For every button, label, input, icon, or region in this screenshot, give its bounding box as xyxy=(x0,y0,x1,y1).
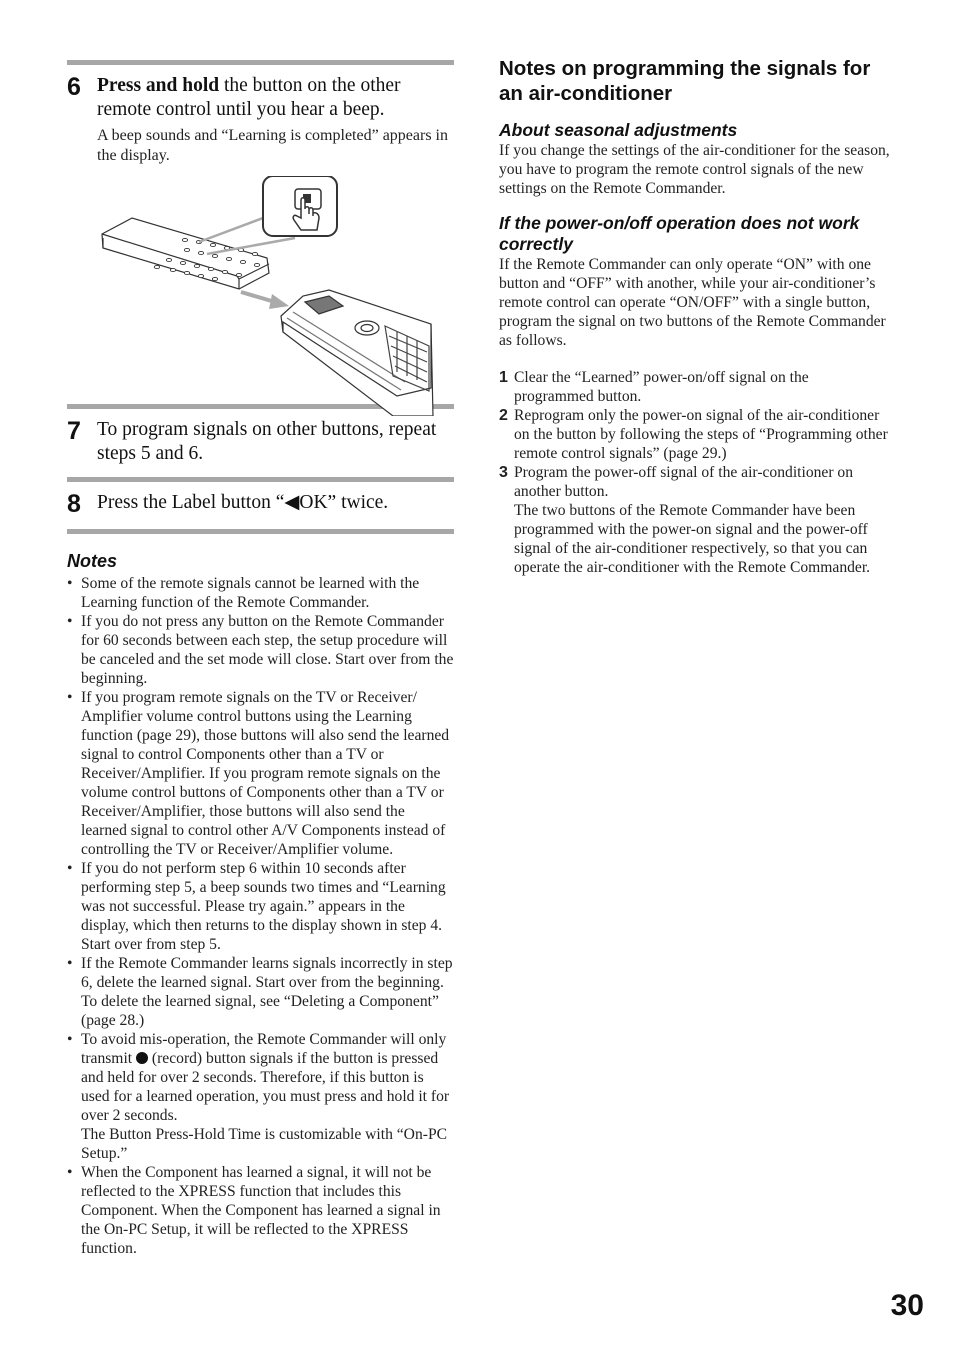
note-text: If you program remote signals on the TV or Receiver/ Amplifier volume control buttons using the Learning function (page 29), those buttons will also send the learned signal to control Components other than a TV or Receiver/Amplifier. If you program remote signals on the volume control buttons of Components other than a TV or Receiver/Amplifier, those buttons will also send the learned signal to control other A/V Components instead of controlling the TV or Receiver/Amplifier volume. xyxy=(81,688,450,858)
list-item: • To avoid mis-operation, the Remote Commander will only transmit (record) button signals if the button is pressed and held for over 2 seconds. Therefore, if this button is used for a learned operation, you must press and hold it for over 2 seconds. The Button Press-Hold Time is customizable with “On-PC Setup.” xyxy=(67,1030,450,1162)
section-divider xyxy=(67,477,454,482)
note-text: To avoid mis-operation, the Remote Commander will only transmit xyxy=(81,1030,447,1067)
step-instruction xyxy=(97,74,454,121)
step-number: 8 xyxy=(67,490,81,518)
list-item: • When the Component has learned a signal, it will not be reflected to the XPRESS function that includes this Component. When the Component has learned a signal in the On-PC Setup, it will be reflected to the XPRESS function. xyxy=(67,1163,441,1257)
section-heading: Notes on programming the signals for an air-conditioner xyxy=(499,57,871,105)
step-text: The two buttons of the Remote Commander have been programmed with the power-on signal and the power-off signal of the air-conditioner respectively, so that you can operate the air-conditioner with the Remote Commander. xyxy=(514,502,871,576)
note-text: The Button Press-Hold Time is customizable with “On-PC Setup.” xyxy=(81,1125,448,1162)
section-divider xyxy=(67,529,454,534)
step-number: 6 xyxy=(67,73,81,101)
step-instruction-rest: the button on the other remote control until you hear a beep. xyxy=(97,75,401,120)
step-number: 2 xyxy=(499,407,508,424)
hand-icon xyxy=(263,176,337,236)
notes-list xyxy=(67,574,454,1258)
paragraph: If you change the settings of the air-conditioner for the season, you have to program the remote control signals of the new settings on the Remote Commander. xyxy=(499,142,890,197)
step-emphasis: Press and hold xyxy=(97,75,220,96)
step-number: 3 xyxy=(499,464,508,481)
remote-commander-icon xyxy=(281,290,433,416)
note-text: (record) button signals if the button is pressed and held for over 2 seconds. Therefore, if this button is used for a learned operation, you must press and hold it for over 2 seconds. xyxy=(81,1049,450,1124)
subsection-heading: If the power-on/off operation does not work correctly xyxy=(499,213,860,254)
step-number: 7 xyxy=(67,417,81,445)
note-text: If you do not press any button on the Remote Commander for 60 seconds between each step, the setup procedure will be canceled and the set mode will close. Start over from the beginning. xyxy=(81,612,454,687)
notes-heading: Notes xyxy=(67,550,118,571)
page-number: 30 xyxy=(890,1289,924,1322)
right-column xyxy=(499,56,891,577)
list-item xyxy=(499,368,891,406)
list-item: • If the Remote Commander learns signals incorrectly in step 6, delete the learned signal. Start over from the beginning. To delete the learned signal, see “Deleting a Component” (page 28.) xyxy=(67,954,453,1029)
step-text: Reprogram only the power-on signal of the air-conditioner on the button by following the steps of “Programming other remote control signals” (page 29.) xyxy=(514,407,888,462)
step-result: A beep sounds and “Learning is completed” appears in the display. xyxy=(97,127,448,164)
step-8 xyxy=(67,490,454,518)
note-text: If the Remote Commander learns signals incorrectly in step 6, delete the learned signal. Start over from the beginning. To delete the learned signal, see “Deleting a Component” (page 28.) xyxy=(81,954,453,1029)
numbered-steps xyxy=(499,368,891,577)
step-text: Clear the “Learned” power-on/off signal on the programmed button. xyxy=(514,369,809,405)
step-text: Program the power-off signal of the air-conditioner on another button. xyxy=(514,464,854,500)
step-7 xyxy=(67,418,454,465)
record-icon xyxy=(136,1052,148,1064)
note-text: Some of the remote signals cannot be learned with the Learning function of the Remote Commander. xyxy=(81,574,420,611)
step-instruction: To program signals on other buttons, repeat steps 5 and 6. xyxy=(97,419,437,464)
list-item: • If you do not press any button on the Remote Commander for 60 seconds between each step, the setup procedure will be canceled and the set mode will close. Start over from the beginning. xyxy=(67,612,454,687)
other-remote-icon xyxy=(102,218,269,289)
left-column xyxy=(67,60,454,1258)
note-text: If you do not perform step 6 within 10 seconds after performing step 5, a beep sounds two times and “Learning was not successful. Please try again.” appears in the display, which then returns to the display shown in step 4. Start over from step 5. xyxy=(81,859,446,953)
section-divider xyxy=(67,60,454,65)
subsection-heading: About seasonal adjustments xyxy=(499,120,738,140)
note-text: When the Component has learned a signal, it will not be reflected to the XPRESS function that includes this Component. When the Component has learned a signal in the On-PC Setup, it will be reflected to the XPRESS function. xyxy=(81,1163,441,1257)
step-instruction: Press the Label button “◀OK” twice. xyxy=(97,492,389,513)
list-item: • If you program remote signals on the TV or Receiver/ Amplifier volume control buttons using the Learning function (page 29), those buttons will also send the learned signal to control Components other than a TV or Receiver/Amplifier. If you program remote signals on the volume control buttons of Components other than a TV or Receiver/Amplifier, those buttons will also send the learned signal to control other A/V Components instead of controlling the TV or Receiver/Amplifier volume. xyxy=(67,688,450,858)
transfer-arrow xyxy=(241,292,289,309)
paragraph: If the Remote Commander can only operate “ON” with one button and “OFF” with another, while your air-conditioner’s remote control can operate “ON/OFF” with a single button, program the signal on two buttons of the Remote Commander as follows. xyxy=(499,256,886,349)
step-number: 1 xyxy=(499,369,508,386)
remote-illustration-svg xyxy=(67,176,454,416)
remote-learning-illustration xyxy=(67,176,454,416)
list-item: • Some of the remote signals cannot be learned with the Learning function of the Remote Commander. xyxy=(67,574,420,611)
list-item: • If you do not perform step 6 within 10 seconds after performing step 5, a beep sounds two times and “Learning was not successful. Please try again.” appears in the display, which then returns to the display shown in step 4. Start over from step 5. xyxy=(67,859,446,953)
step-6 xyxy=(67,74,454,166)
list-item xyxy=(499,406,891,463)
list-item xyxy=(499,463,891,577)
